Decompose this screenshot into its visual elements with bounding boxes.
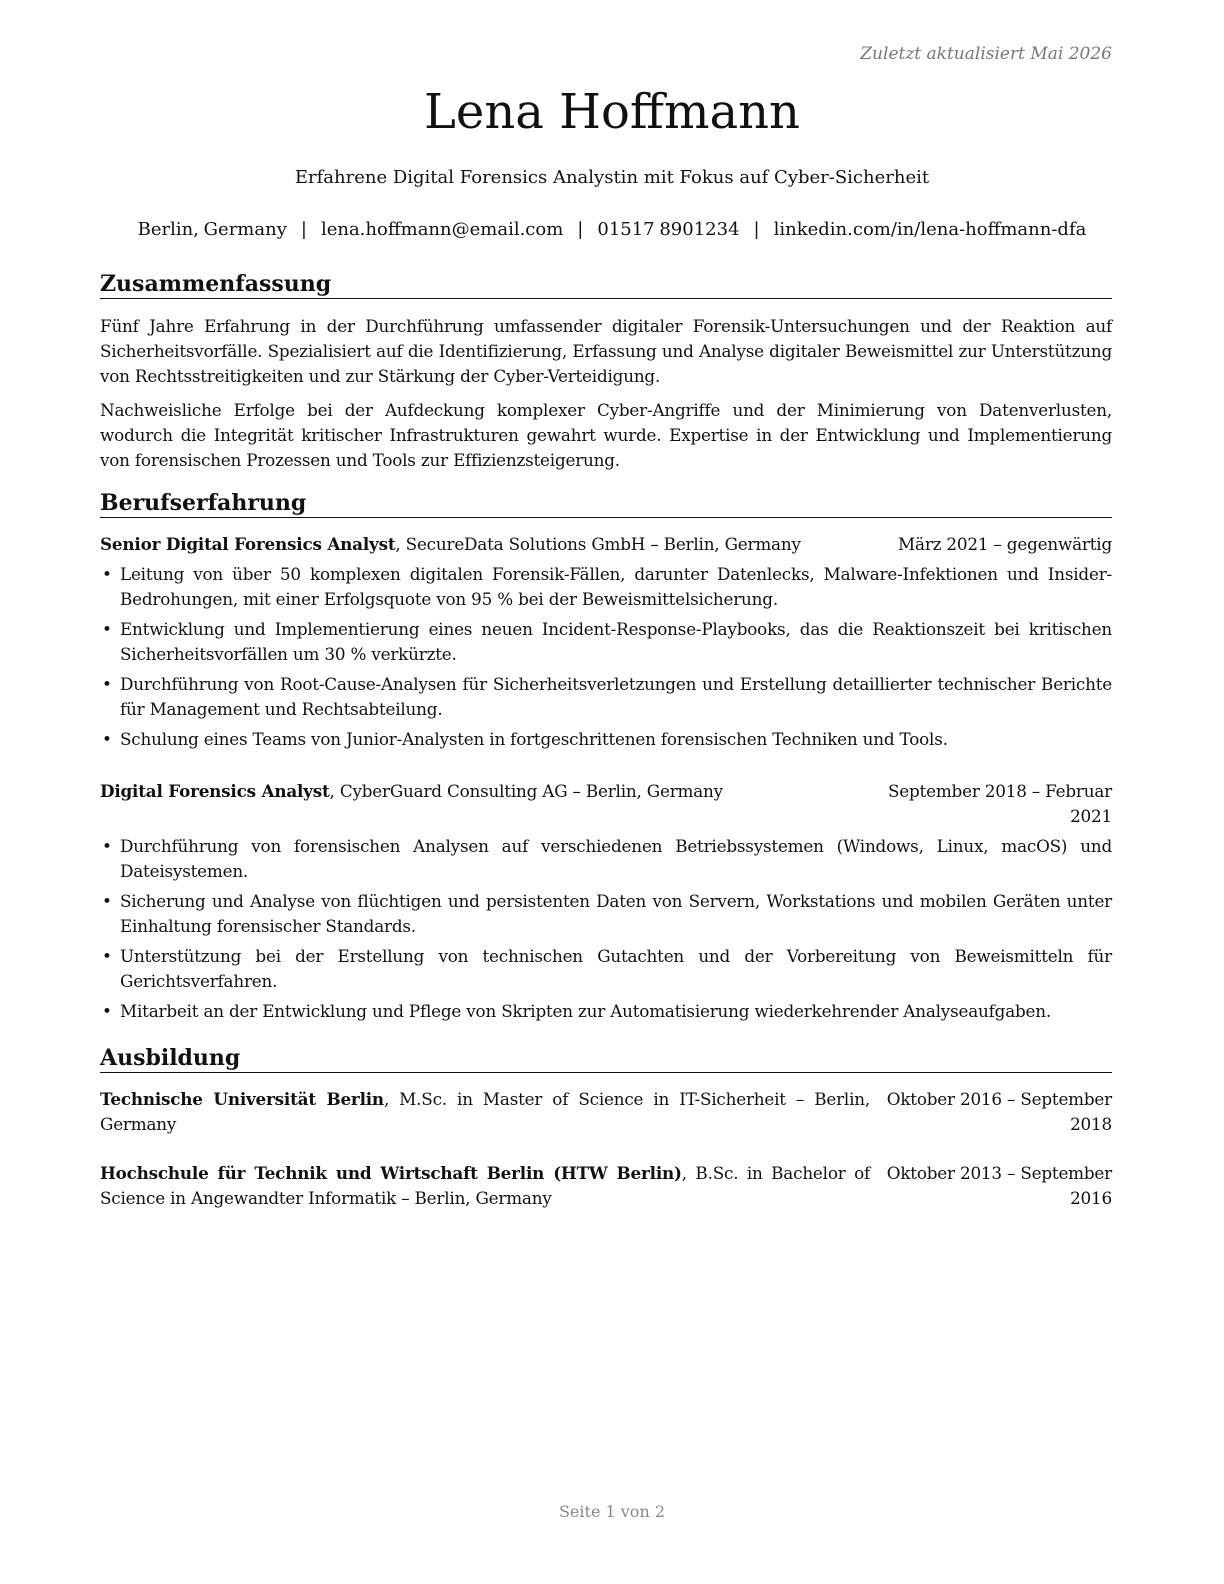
- job-role: Senior Digital Forensics Analyst: [100, 534, 396, 554]
- list-item: • Sicherung und Analyse von flüchtigen und persistenten Daten von Servern, Workstations und mobilen Geräten unter Einhaltung forensischer Standards.: [100, 889, 1112, 939]
- last-updated-note: Zuletzt aktualisiert Mai 2026: [860, 44, 1112, 64]
- job-company: , SecureData Solutions GmbH – Berlin, Germany: [395, 534, 801, 554]
- list-item: • Mitarbeit an der Entwicklung und Pflege von Skripten zur Automatisierung wiederkehrender Analyseaufgaben.: [100, 999, 1112, 1024]
- list-item: • Unterstützung bei der Erstellung von technischen Gutachten und der Vorbereitung von Beweismitteln für Gerichtsverfahren.: [100, 944, 1112, 994]
- contact-line: [0, 219, 1224, 240]
- job-company: , CyberGuard Consulting AG – Berlin, Germany: [329, 781, 723, 801]
- education-date: [872, 1161, 1112, 1211]
- candidate-name: Lena Hoffmann: [424, 84, 800, 140]
- job-date: März 2021 – gegenwärtig: [898, 534, 1112, 554]
- job-bullet-list: [100, 834, 1112, 1029]
- contact-phone: 01517 8901234: [597, 219, 740, 240]
- contact-separator: |: [753, 219, 760, 240]
- education-date-line: Oktober 2016 – September: [886, 1089, 1112, 1109]
- page-number: Seite 1 von 2: [558, 1502, 666, 1521]
- job-date-line: September 2018 – Februar: [887, 781, 1112, 801]
- contact-linkedin[interactable]: linkedin.com/in/lena-hoffmann-dfa: [773, 219, 1087, 240]
- section-title-experience: Berufserfahrung: [100, 489, 1112, 518]
- job-header: [100, 779, 1112, 826]
- job-bullet-list: [100, 562, 1112, 757]
- education-details: , M.Sc. in Master of Science in IT-Sicherheit – Berlin, Germany: [100, 1089, 870, 1134]
- section-title-education: Ausbildung: [100, 1044, 1112, 1073]
- education-date-line: 2018: [1070, 1114, 1112, 1134]
- list-item: • Durchführung von Root-Cause-Analysen für Sicherheitsverletzungen und Erstellung detaillierter technischer Berichte für Management und Rechtsabteilung.: [100, 672, 1112, 722]
- education-institution: Technische Universität Berlin: [100, 1089, 384, 1109]
- education-institution: Hochschule für Technik und Wirtschaft Berlin (HTW Berlin): [100, 1163, 682, 1183]
- education-entry: [100, 1161, 1112, 1211]
- list-item: • Schulung eines Teams von Junior-Analysten in fortgeschrittenen forensischen Techniken und Tools.: [100, 727, 1112, 752]
- contact-email[interactable]: lena.hoffmann@email.com: [320, 219, 564, 240]
- education-date-line: 2016: [1070, 1188, 1112, 1208]
- list-item: • Durchführung von forensischen Analysen auf verschiedenen Betriebssystemen (Windows, Linux, macOS) und Dateisystemen.: [100, 834, 1112, 884]
- list-item: • Leitung von über 50 komplexen digitalen Forensik-Fällen, darunter Datenlecks, Malware-Infektionen und Insider-Bedrohungen, mit einer Erfolgsquote von 95 % bei der Beweismittelsicherung.: [100, 562, 1112, 612]
- job-role: Digital Forensics Analyst: [100, 781, 330, 801]
- contact-separator: |: [300, 219, 307, 240]
- education-entry: [100, 1087, 1112, 1137]
- education-details: , B.Sc. in Bachelor of Science in Angewandter Informatik – Berlin, Germany: [100, 1163, 870, 1208]
- list-item: • Entwicklung und Implementierung eines neuen Incident-Response-Playbooks, das die Reaktionszeit bei kritischen Sicherheitsvorfällen um 30 % verkürzte.: [100, 617, 1112, 667]
- education-date: [872, 1087, 1112, 1137]
- summary-paragraph: Nachweisliche Erfolge bei der Aufdeckung komplexer Cyber-Angriffe und der Minimierung von Datenverlusten, wodurch die Integrität kritischer Infrastrukturen gewahrt wurde. Expertise in der Entwicklung und Implementierung von forensischen Prozessen und Tools zur Effizienzsteigerung.: [100, 400, 1112, 470]
- contact-separator: |: [577, 219, 584, 240]
- job-header: [100, 532, 1112, 557]
- job-date: [888, 779, 1112, 829]
- candidate-headline: Erfahrene Digital Forensics Analystin mit Fokus auf Cyber-Sicherheit: [294, 167, 930, 188]
- section-title-summary: Zusammenfassung: [100, 270, 1112, 299]
- education-date-line: Oktober 2013 – September: [886, 1163, 1112, 1183]
- contact-location: Berlin, Germany: [137, 219, 287, 240]
- summary-paragraph: Fünf Jahre Erfahrung in der Durchführung umfassender digitaler Forensik-Untersuchungen und der Reaktion auf Sicherheitsvorfälle. Spezialisiert auf die Identifizierung, Erfassung und Analyse digitaler Beweismittel zur Unterstützung von Rechtsstreitigkeiten und zur Stärkung der Cyber-Verteidigung.: [100, 316, 1112, 386]
- job-date-line: 2021: [1070, 806, 1112, 826]
